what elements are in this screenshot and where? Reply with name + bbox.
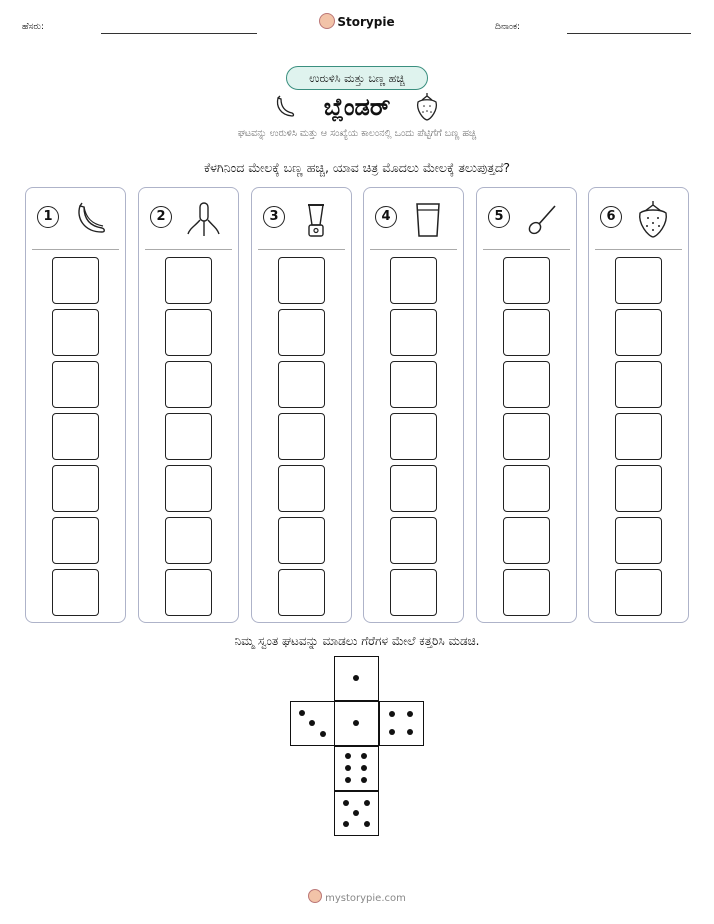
storypie-logo-icon (319, 13, 335, 29)
dice-pip (353, 675, 359, 681)
color-box[interactable] (390, 569, 437, 616)
color-box[interactable] (52, 569, 99, 616)
column-1 (25, 187, 126, 623)
color-box[interactable] (615, 257, 662, 304)
column-divider (32, 249, 119, 250)
color-box[interactable] (52, 465, 99, 512)
color-box[interactable] (165, 361, 212, 408)
question: ಕೆಳಗಿನಿಂದ ಮೇಲಕ್ಕೆ ಬಣ್ಣ ಹಚ್ಚಿ, ಯಾವ ಚಿತ್ರ ಮೊದಲು ಮೇಲಕ್ಕೆ ತಲುಪುತ್ತದೆ? (203, 160, 511, 175)
dice-face-6 (334, 746, 379, 791)
color-box[interactable] (390, 257, 437, 304)
color-box[interactable] (615, 309, 662, 356)
dice-face-3 (290, 701, 335, 746)
color-box[interactable] (615, 361, 662, 408)
dice-pip (309, 720, 315, 726)
dice-instruction: ನಿಮ್ಮ ಸ್ವಂತ ಘಟವನ್ನು ಮಾಡಲು ಗೆರೆಗಳ ಮೇಲೆ ಕತ್ತರಿಸಿ ಮಡಚಿ. (234, 634, 480, 648)
color-box[interactable] (165, 517, 212, 564)
strawberry-icon (635, 200, 671, 240)
color-box[interactable] (278, 517, 325, 564)
banana-icon (72, 200, 108, 240)
column-divider (258, 249, 345, 250)
color-box[interactable] (503, 309, 550, 356)
column-number: 1 (37, 206, 59, 228)
column-5 (476, 187, 577, 623)
brand-name: Storypie (337, 15, 395, 29)
footer-url[interactable]: mystorypie.com (325, 893, 406, 904)
blender-icon (298, 200, 334, 240)
color-box[interactable] (503, 517, 550, 564)
color-box[interactable] (390, 517, 437, 564)
color-box[interactable] (390, 465, 437, 512)
color-box[interactable] (165, 465, 212, 512)
color-box[interactable] (615, 517, 662, 564)
color-box[interactable] (278, 413, 325, 460)
color-box[interactable] (165, 569, 212, 616)
dice-pip (345, 777, 351, 783)
color-box[interactable] (390, 361, 437, 408)
color-box[interactable] (503, 465, 550, 512)
color-box[interactable] (278, 361, 325, 408)
color-box[interactable] (615, 569, 662, 616)
color-box[interactable] (165, 309, 212, 356)
color-box[interactable] (278, 257, 325, 304)
color-box[interactable] (278, 569, 325, 616)
color-box[interactable] (390, 413, 437, 460)
footer (0, 889, 714, 904)
peeled-banana-icon (185, 200, 221, 240)
column-number: 5 (488, 206, 510, 228)
column-number: 4 (375, 206, 397, 228)
color-box[interactable] (52, 413, 99, 460)
dice-pip (299, 710, 305, 716)
color-box[interactable] (615, 413, 662, 460)
column-number: 6 (600, 206, 622, 228)
dice-pip (345, 753, 351, 759)
activity-pill: ಉರುಳಿಸಿ ಮತ್ತು ಬಣ್ಣ ಹಚ್ಚಿ (286, 66, 428, 90)
column-number: 2 (150, 206, 172, 228)
dice-pip (353, 720, 359, 726)
dice-pip (361, 765, 367, 771)
color-box[interactable] (52, 257, 99, 304)
dice-pip (361, 777, 367, 783)
color-box[interactable] (503, 361, 550, 408)
color-box[interactable] (503, 569, 550, 616)
strawberry-icon (414, 92, 440, 122)
dice-face-1 (334, 656, 379, 701)
color-box[interactable] (503, 413, 550, 460)
brand-logo (0, 13, 714, 29)
column-divider (370, 249, 457, 250)
dice-pip (343, 821, 349, 827)
dice-face-4 (379, 701, 424, 746)
name-line[interactable] (101, 33, 257, 34)
dice-pip (361, 753, 367, 759)
column-divider (145, 249, 232, 250)
color-box[interactable] (615, 465, 662, 512)
column-divider (483, 249, 570, 250)
dice-pip (364, 800, 370, 806)
date-label: ದಿನಾಂಕ: (495, 22, 521, 32)
color-box[interactable] (52, 361, 99, 408)
dice-pip (389, 729, 395, 735)
dice-pip (345, 765, 351, 771)
dice-face-1 (334, 701, 379, 746)
column-4 (363, 187, 464, 623)
glass-icon (410, 200, 446, 240)
color-box[interactable] (165, 257, 212, 304)
color-box[interactable] (278, 309, 325, 356)
instructions: ಘಟವನ್ನು ಉರುಳಿಸಿ ಮತ್ತು ಆ ಸಂಖ್ಯೆಯ ಕಾಲಂನಲ್ಲಿ ಒಂದು ಪೆಟ್ಟಿಗೆಗೆ ಬಣ್ಣ ಹಚ್ಚಿ (237, 128, 477, 139)
color-box[interactable] (278, 465, 325, 512)
dice-pip (407, 729, 413, 735)
column-3 (251, 187, 352, 623)
dice-pip (364, 821, 370, 827)
column-2 (138, 187, 239, 623)
color-box[interactable] (503, 257, 550, 304)
color-box[interactable] (52, 309, 99, 356)
column-divider (595, 249, 682, 250)
spoon-icon (523, 200, 559, 240)
color-box[interactable] (390, 309, 437, 356)
name-label: ಹೆಸರು: (22, 22, 45, 32)
dice-pip (343, 800, 349, 806)
color-box[interactable] (165, 413, 212, 460)
color-box[interactable] (52, 517, 99, 564)
dice-face-5 (334, 791, 379, 836)
storypie-logo-icon (308, 889, 322, 903)
column-6 (588, 187, 689, 623)
dice-pip (320, 731, 326, 737)
dice-pip (407, 711, 413, 717)
dice-pip (353, 810, 359, 816)
dice-pip (389, 711, 395, 717)
column-number: 3 (263, 206, 285, 228)
page-title: ಬ್ಲೆಂಡರ್ (323, 93, 391, 121)
date-line[interactable] (567, 33, 691, 34)
